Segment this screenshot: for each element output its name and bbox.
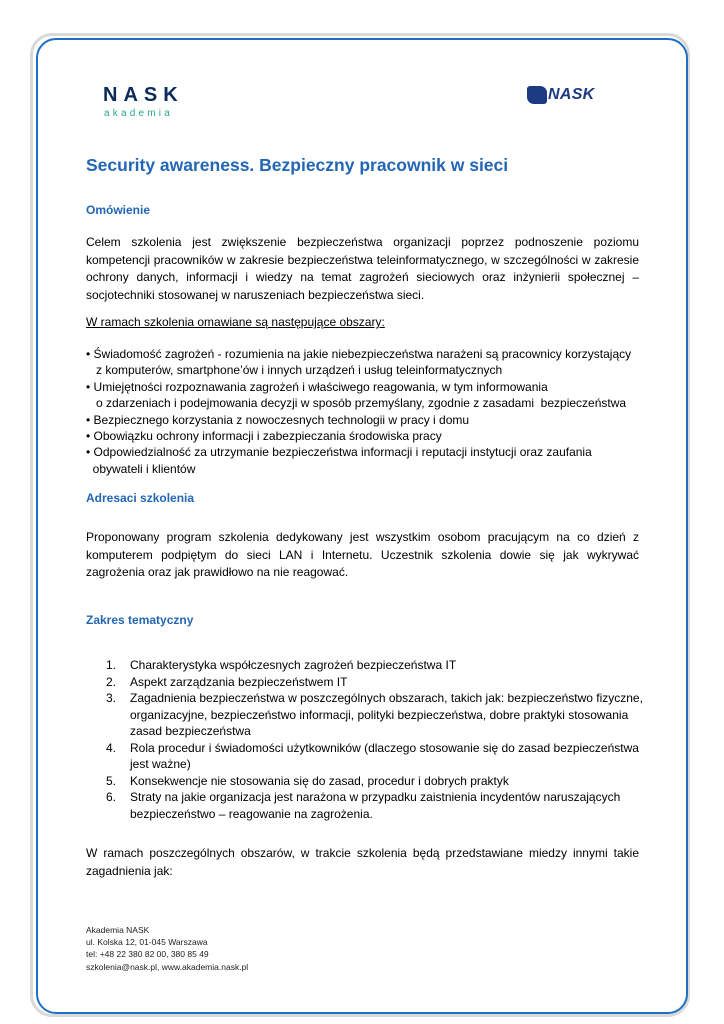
- nask-emblem-icon: [527, 86, 547, 104]
- list-item: [106, 657, 646, 674]
- audience-text: Proponowany program szkolenia dedykowany jest wszystkim osobom pracującym na co dzień z komputerem podpiętym do sieci LAN i Internetu. Uczestnik szkolenia dowie się jak wykrywać zagrożenia oraz jak prawidłowo na nie reagować.: [86, 530, 639, 579]
- audience-heading: Adresaci szkolenia: [86, 491, 195, 505]
- list-number: 1.: [106, 658, 117, 672]
- list-text: Rola procedur i świadomości użytkowników (dlaczego stosowanie się do zasad bezpieczeństwa jest ważne): [130, 740, 639, 771]
- list-number: 4.: [106, 740, 117, 755]
- nask-akademia-logo: [103, 85, 184, 119]
- list-item: [106, 740, 646, 773]
- list-number: 6.: [106, 790, 117, 804]
- logo-right-word: NASK: [548, 86, 595, 103]
- list-number: 3.: [106, 691, 117, 705]
- footer-address: [86, 924, 248, 973]
- list-text: Charakterystyka współczesnych zagrożeń bezpieczeństwa IT: [130, 658, 457, 672]
- areas-list: [86, 346, 646, 477]
- list-text: Zagadnienia bezpieczeństwa w poszczególnych obszarach, takich jak: bezpieczeństwo fizyczne, organizacyjne, bezpieczeństwo informacji, polityki bezpieczeństwa, dobre praktyki stosowania zasad bezpieczeństwa: [130, 691, 643, 738]
- scope-list: [106, 657, 646, 822]
- list-number: 2.: [106, 674, 117, 689]
- list-item: • Bezpiecznego korzystania z nowoczesnych technologii w pracy i domu: [86, 412, 470, 427]
- page-title: Security awareness. Bezpieczny pracownik w sieci: [86, 155, 509, 175]
- scope-heading: Zakres tematyczny: [86, 613, 194, 627]
- footer-line: tel: +48 22 380 82 00, 380 85 49: [86, 949, 209, 960]
- list-item: [106, 674, 646, 691]
- areas-heading: W ramach szkolenia omawiane są następujące obszary:: [86, 315, 385, 329]
- logo-left-sub: akademia: [104, 108, 173, 119]
- list-item: [106, 789, 646, 822]
- list-item: • Świadomość zagrożeń - rozumienia na jakie niebezpieczeństwa narażeni są pracownicy korzystający: [86, 347, 632, 361]
- list-item: • Umiejętności rozpoznawania zagrożeń i właściwego reagowania, w tym informowania: [86, 379, 548, 394]
- list-text: Konsekwencje nie stosowania się do zasad, procedur i dobrych praktyk: [130, 773, 509, 788]
- list-item: • Obowiązku ochrony informacji i zabezpieczania środowiska pracy: [86, 429, 442, 444]
- list-item: o zdarzeniach i podejmowania decyzji w sposób przemyślany, zgodnie z zasadami bezpieczeństwa: [86, 396, 627, 411]
- overview-text: Celem szkolenia jest zwiększenie bezpieczeństwa organizacji poprzez podnoszenie poziomu kompetencji pracowników w zakresie bezpieczeństwa teleinformatycznego, w szczególności w zakresie ochrony danych, informacji i wiedzy na temat zagrożeń sieciowych oraz inżynierii społecznej – socjotechniki stosowanej w naruszeniach bezpieczeństwa sieci.: [86, 235, 639, 302]
- logo-left-word: NASK: [103, 84, 184, 106]
- footer-line: ul. Kolska 12, 01-045 Warszawa: [86, 937, 208, 948]
- list-item: • Odpowiedzialność za utrzymanie bezpieczeństwa informacji i reputacji instytucji oraz zaufania: [86, 445, 592, 460]
- list-item: obywateli i klientów: [86, 461, 196, 476]
- footer-line: Akademia NASK: [86, 925, 150, 935]
- list-text: Aspekt zarządzania bezpieczeństwem IT: [130, 674, 348, 689]
- list-item: z komputerów, smartphone’ów i innych urządzeń i usług teleinformatycznych: [86, 363, 503, 378]
- list-text: Straty na jakie organizacja jest narażona w przypadku zaistnienia incydentów naruszających bezpieczeństwo – reagowanie na zagrożenia.: [130, 790, 621, 821]
- footer-line: szkolenia@nask.pl, www.akademia.nask.pl: [86, 961, 249, 972]
- nask-logo: [527, 86, 595, 104]
- list-item: [106, 690, 646, 740]
- list-number: 5.: [106, 773, 117, 788]
- closing-text: W ramach poszczególnych obszarów, w trakcie szkolenia będą przedstawiane miedzy innymi takie zagadnienia jak:: [86, 846, 639, 878]
- overview-heading: Omówienie: [86, 203, 151, 217]
- list-item: [106, 773, 646, 790]
